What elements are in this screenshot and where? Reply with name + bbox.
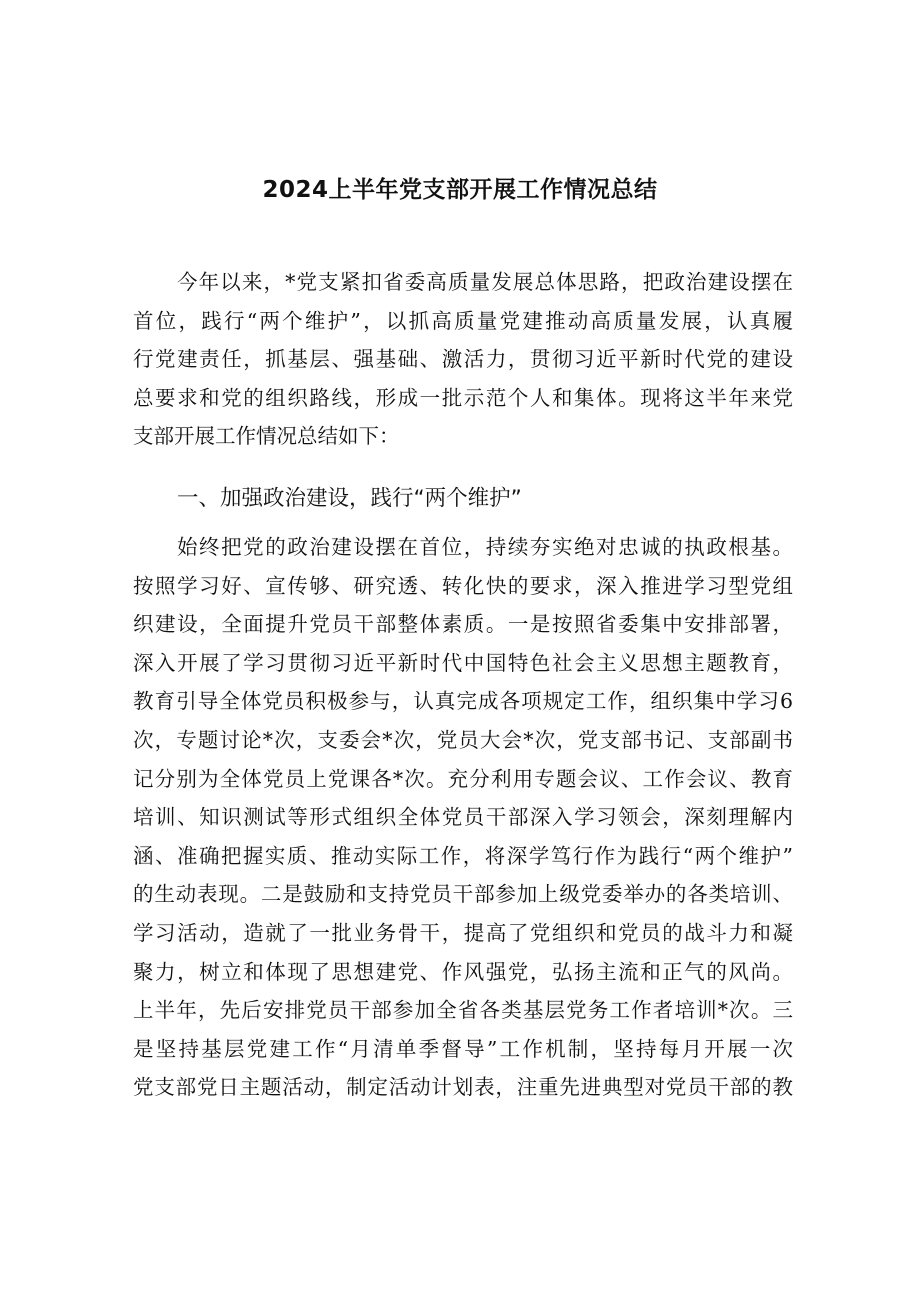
paragraph-line: 记分别为全体党员上党课各*次。充分利用专题会议、工作会议、教育 [133, 766, 793, 791]
paragraph-line: 培训、知识测试等形式组织全体党员干部深入学习领会，深刻理解内 [133, 805, 793, 830]
paragraph-line: 按照学习好、宣传够、研究透、转化快的要求，深入推进学习型党组 [133, 573, 793, 598]
paragraph-line: 总要求和党的组织路线，形成一批示范个人和集体。现将这半年来党 [133, 385, 793, 410]
paragraph-line: 学习活动，造就了一批业务骨干，提高了党组织和党员的战斗力和凝 [133, 920, 793, 945]
paragraph-line: 首位，践行“两个维护”，以抓高质量党建推动高质量发展，认真履 [133, 308, 793, 333]
paragraph-line: 支部开展工作情况总结如下： [133, 424, 400, 449]
section-paragraph [133, 528, 793, 1107]
paragraph-line: 的生动表现。二是鼓励和支持党员干部参加上级党委举办的各类培训、 [133, 882, 793, 907]
paragraph-line: 次，专题讨论*次，支委会*次，党员大会*次，党支部书记、支部副书 [133, 727, 793, 752]
paragraph-line: 始终把党的政治建设摆在首位，持续夯实绝对忠诚的执政根基。 [177, 535, 793, 559]
paragraph-line: 深入开展了学习贯彻习近平新时代中国特色社会主义思想主题教育， [133, 650, 793, 675]
paragraph-line: 聚力，树立和体现了思想建党、作风强党，弘扬主流和正气的风尚。 [133, 959, 793, 984]
document-title: 2024上半年党支部开展工作情况总结 [262, 177, 658, 203]
paragraph-line: 行党建责任，抓基层、强基础、激活力，贯彻习近平新时代党的建设 [133, 347, 793, 372]
paragraph-line: 教育引导全体党员积极参与，认真完成各项规定工作，组织集中学习6 [133, 689, 793, 714]
paragraph-line: 党支部党日主题活动，制定活动计划表，注重先进典型对党员干部的教 [133, 1075, 793, 1100]
paragraph-line: 涵、准确把握实质、推动实际工作，将深学笃行作为践行“两个维护” [133, 843, 793, 868]
section-heading: 一、加强政治建设，践行“两个维护” [177, 486, 522, 511]
paragraph-line: 上半年，先后安排党员干部参加全省各类基层党务工作者培训*次。三 [133, 998, 793, 1023]
paragraph-line: 织建设，全面提升党员干部整体素质。一是按照省委集中安排部署， [133, 612, 793, 637]
intro-paragraph [133, 263, 793, 456]
paragraph-line: 今年以来，*党支紧扣省委高质量发展总体思路，把政治建设摆在 [177, 270, 793, 294]
paragraph-line: 是坚持基层党建工作“月清单季督导”工作机制，坚持每月开展一次 [133, 1036, 793, 1061]
